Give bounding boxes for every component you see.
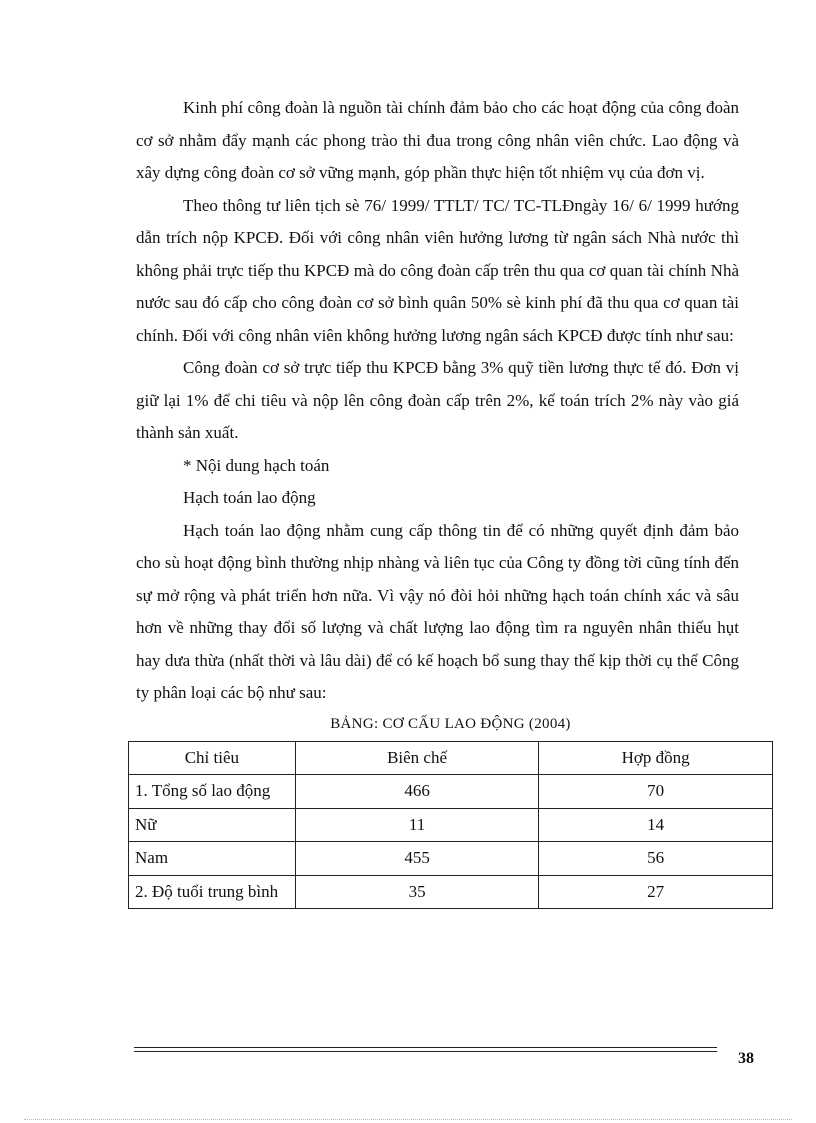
heading-labor-accounting: Hạch toán lao động — [183, 488, 316, 507]
row-contract-value: 27 — [539, 875, 773, 909]
row-permanent-value: 11 — [295, 808, 539, 842]
row-permanent-value: 466 — [295, 775, 539, 809]
table-header-row — [129, 741, 773, 775]
row-contract-value: 56 — [539, 842, 773, 876]
page-bottom-dotted-border — [24, 1119, 792, 1120]
labor-structure-table — [128, 741, 773, 910]
table-caption: BẢNG: CƠ CẤU LAO ĐỘNG (2004) — [330, 715, 571, 732]
header-permanent: Biên chế — [295, 741, 539, 775]
table-row — [129, 842, 773, 876]
row-permanent-value: 35 — [295, 875, 539, 909]
row-contract-value: 70 — [539, 775, 773, 809]
table-row — [129, 775, 773, 809]
header-contract: Hợp đồng — [539, 741, 773, 775]
row-label: Nữ — [129, 808, 296, 842]
table-row — [129, 875, 773, 909]
paragraph-union-fund: Kinh phí công đoàn là nguồn tài chính đảm bảo cho các hoạt động của công đoàn cơ sở nhằm đẩy mạnh các phong trào thi đua trong công nhân viên chức. Lao động và xây dựng công đoàn cơ sở vững mạnh, góp phần thực hiện tốt nhiệm vụ của đơn vị. — [136, 98, 739, 182]
row-permanent-value: 455 — [295, 842, 539, 876]
footer-rule-bottom — [134, 1051, 717, 1052]
row-contract-value: 14 — [539, 808, 773, 842]
page-number: 38 — [738, 1050, 754, 1067]
table-row — [129, 808, 773, 842]
footer-rule-top — [134, 1047, 717, 1048]
header-criteria: Chỉ tiêu — [129, 741, 296, 775]
row-label: Nam — [129, 842, 296, 876]
row-label: 1. Tổng số lao động — [129, 775, 296, 809]
heading-content: * Nội dung hạch toán — [183, 455, 330, 475]
paragraph-labor-accounting: Hạch toán lao động nhằm cung cấp thông tin để có những quyết định đảm bảo cho sù hoạt động bình thường nhịp nhàng và liên tục của Công ty đồng tời cũng tính đến sự mở rộng và phát triển hơn nữa. Vì vậy nó đòi hỏi những hạch toán chính xác và sâu hơn về những thay đổi số lượng và chất lượng lao động tìm ra nguyên nhân thiếu hụt hay dưa thừa (nhất thời và lâu dài) để có kế hoạch bổ sung thay thế kịp thời cụ thể Công ty phân loại các bộ như sau: — [136, 520, 739, 702]
document-body — [136, 92, 739, 909]
row-label: 2. Độ tuổi trung bình — [129, 875, 296, 909]
paragraph-direct-collection: Công đoàn cơ sở trực tiếp thu KPCĐ bằng 3% quỹ tiền lương thực tế đó. Đơn vị giữ lại 1% để chi tiêu và nộp lên công đoàn cấp trên 2%, kế toán trích 2% này vào giá thành sản xuất. — [136, 358, 739, 442]
paragraph-circular: Theo thông tư liên tịch sè 76/ 1999/ TTLT/ TC/ TC-TLĐngày 16/ 6/ 1999 hướng dẫn trích nộp KPCĐ. Đối với công nhân viên hưởng lương từ ngân sách Nhà nước thì không phải trực tiếp thu KPCĐ mà do công đoàn cấp trên thu qua cơ quan tài chính Nhà nước sau đó cấp cho công đoàn cơ sở bình quân 50% sè kinh phí đã thu qua cơ quan tài chính. Đối với công nhân viên không hưởng lương ngân sách KPCĐ được tính như sau: — [136, 195, 739, 345]
